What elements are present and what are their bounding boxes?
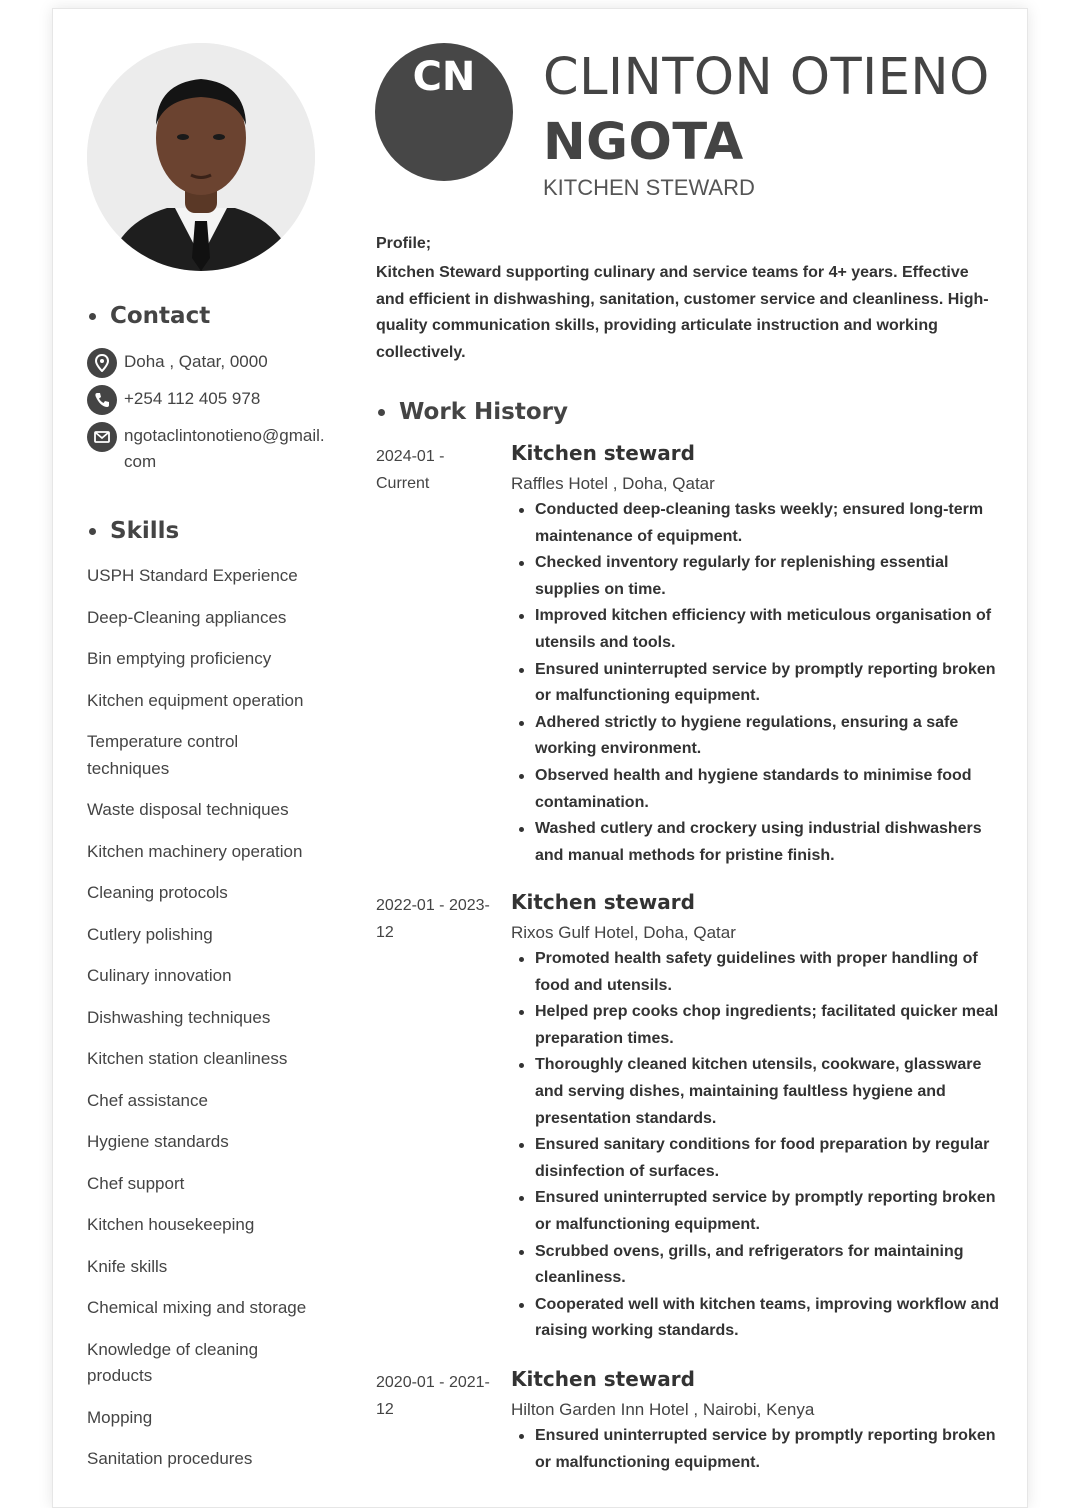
skill-item: Bin emptying proficiency — [87, 649, 272, 668]
job-bullet: Improved kitchen efficiency with meticulous organisation of utensils and tools. — [511, 603, 1001, 656]
skill-item: Knowledge of cleaning products — [87, 1339, 259, 1385]
skill-item: Chef support — [87, 1173, 185, 1193]
job-details — [511, 1367, 1001, 1476]
skills-heading-label: Skills — [110, 518, 180, 544]
skill-item: Dishwashing techniques — [87, 1007, 271, 1027]
job-bullet: Ensured uninterrupted service by promptly reporting broken or malfunctioning equipment. — [511, 1423, 1001, 1476]
job-details — [511, 441, 1001, 869]
job-dates: 2024-01 - Current — [376, 448, 445, 492]
profile-photo — [87, 43, 315, 271]
contact-location-row — [87, 349, 329, 378]
job-bullets — [511, 497, 1001, 869]
job-bullet: Observed health and hygiene standards to minimise food contamination. — [511, 763, 1001, 816]
job-bullet: Checked inventory regularly for replenishing essential supplies on time. — [511, 550, 1001, 603]
job-company: Raffles Hotel , Doha, Qatar — [511, 474, 715, 493]
resume-page — [52, 8, 1028, 1508]
work-history-heading-label: Work History — [399, 399, 568, 425]
job-bullets — [511, 946, 1001, 1345]
bullet-dot — [89, 528, 96, 535]
job-bullet: Ensured sanitary conditions for food preparation by regular disinfection of surfaces. — [511, 1132, 1001, 1185]
skill-item: Cutlery polishing — [87, 924, 213, 944]
phone-icon — [87, 385, 117, 415]
job-company: Rixos Gulf Hotel, Doha, Qatar — [511, 923, 736, 942]
contact-email-row — [87, 423, 329, 475]
skill-item: Cleaning protocols — [87, 883, 228, 902]
contact-phone-row — [87, 386, 329, 415]
skill-item: Kitchen station cleanliness — [87, 1049, 288, 1068]
skill-item: Kitchen equipment operation — [87, 690, 304, 710]
skill-item: Knife skills — [87, 1256, 168, 1276]
monogram-badge: CN — [375, 43, 513, 181]
bullet-dot — [378, 409, 385, 416]
job-bullet: Adhered strictly to hygiene regulations, ensuring a safe working environment. — [511, 710, 1001, 763]
job-bullet: Promoted health safety guidelines with proper handling of food and utensils. — [511, 946, 1001, 999]
bullet-dot — [89, 313, 96, 320]
skill-item: Temperature control techniques — [87, 732, 239, 778]
job-dates: 2020-01 - 2021-12 — [376, 1374, 490, 1418]
job-bullet: Helped prep cooks chop ingredients; facilitated quicker meal preparation times. — [511, 999, 1001, 1052]
skill-item: Chef assistance — [87, 1090, 208, 1110]
job-bullet: Ensured uninterrupted service by promptly reporting broken or malfunctioning equipment. — [511, 1185, 1001, 1238]
job-bullets — [511, 1423, 1001, 1476]
skill-item: Culinary innovation — [87, 966, 232, 985]
skill-item: Hygiene standards — [87, 1132, 229, 1151]
contact-email[interactable]: ngotaclintonotieno@gmail.com — [124, 426, 325, 471]
job-dates: 2022-01 - 2023-12 — [376, 897, 490, 941]
job-bullet: Conducted deep-cleaning tasks weekly; ensured long-term maintenance of equipment. — [511, 497, 1001, 550]
skills-list — [87, 563, 337, 1488]
skill-item: Waste disposal techniques — [87, 800, 289, 819]
job-company: Hilton Garden Inn Hotel , Nairobi, Kenya — [511, 1400, 815, 1419]
job-bullet: Thoroughly cleaned kitchen utensils, cookware, glassware and serving dishes, maintaining faultless hygiene and presentation standards. — [511, 1052, 1001, 1132]
location-pin-icon — [87, 348, 117, 378]
skill-item: Kitchen machinery operation — [87, 841, 303, 861]
skills-heading — [89, 518, 179, 544]
job-role: Kitchen steward — [511, 890, 695, 914]
skill-item: Deep-Cleaning appliances — [87, 607, 287, 627]
envelope-icon — [87, 422, 117, 452]
last-name: NGOTA — [543, 113, 744, 172]
job-role: Kitchen steward — [511, 1367, 695, 1391]
job-bullet: Cooperated well with kitchen teams, improving workflow and raising working standards. — [511, 1292, 1001, 1345]
contact-heading — [89, 303, 210, 329]
job-details — [511, 890, 1001, 1345]
job-bullet: Ensured uninterrupted service by promptly reporting broken or malfunctioning equipment. — [511, 657, 1001, 710]
contact-location: Doha , Qatar, 0000 — [124, 352, 268, 371]
job-bullet: Scrubbed ovens, grills, and refrigerators for maintaining cleanliness. — [511, 1239, 1001, 1292]
skill-item: USPH Standard Experience — [87, 566, 298, 585]
contact-heading-label: Contact — [110, 303, 211, 329]
skill-item: Kitchen housekeeping — [87, 1215, 255, 1234]
job-title: KITCHEN STEWARD — [543, 175, 755, 200]
work-history-heading — [378, 399, 568, 425]
skill-item: Chemical mixing and storage — [87, 1298, 307, 1317]
profile-summary: Kitchen Steward supporting culinary and service teams for 4+ years. Effective and efficient in dishwashing, sanitation, customer service and cleanliness. High-quality communication skills, providing articulate instruction and working collectively. — [376, 264, 989, 361]
job-role: Kitchen steward — [511, 441, 695, 465]
contact-phone[interactable]: +254 112 405 978 — [124, 389, 261, 408]
job-bullet: Washed cutlery and crockery using industrial dishwashers and manual methods for pristine finish. — [511, 816, 1001, 869]
skill-item: Mopping — [87, 1407, 153, 1427]
skill-item: Sanitation procedures — [87, 1449, 253, 1468]
profile-label: Profile; — [376, 235, 432, 252]
first-name: CLINTON OTIENO — [543, 48, 990, 107]
